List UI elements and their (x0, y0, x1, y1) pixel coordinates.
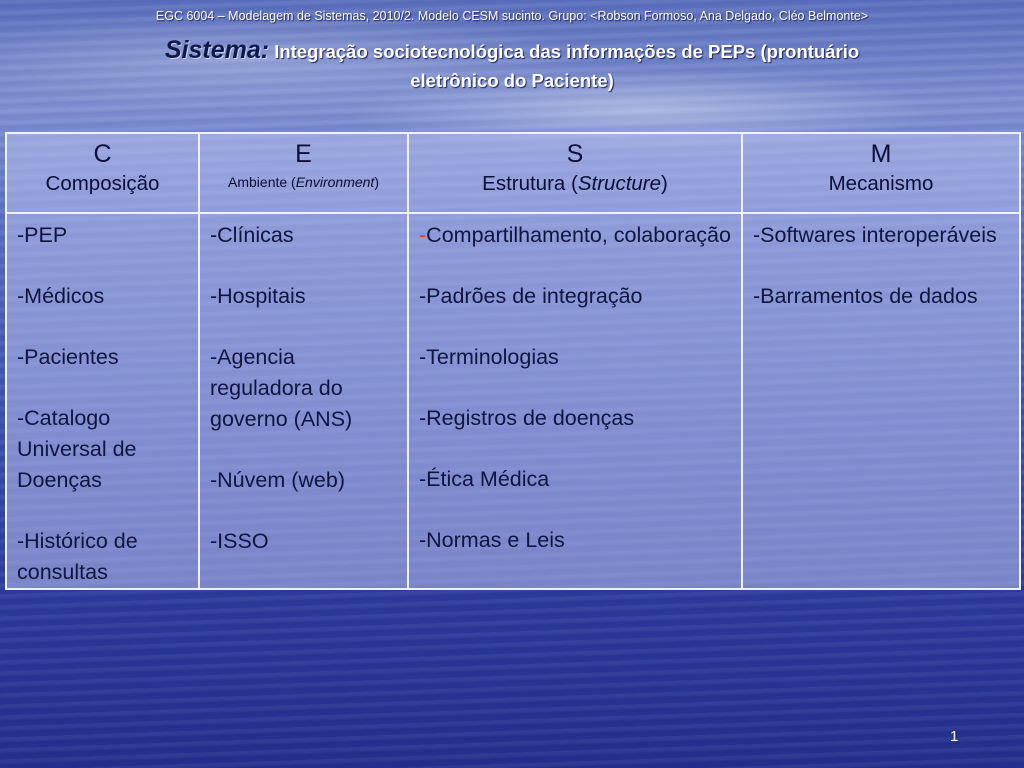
list-item: -ISSO (210, 529, 269, 553)
list-item: -Normas e Leis (419, 528, 565, 552)
list-item: -Agencia reguladora do governo (ANS) (210, 345, 353, 431)
cesm-table (5, 132, 1021, 590)
list-item: -Histórico de consultas (17, 529, 138, 584)
header-composicao (6, 133, 199, 213)
list-item: -Médicos (17, 284, 105, 308)
table-body-row (6, 213, 1020, 589)
list-item: -Padrões de integração (419, 284, 643, 308)
page-number: 1 (950, 728, 959, 745)
cell-ambiente (199, 213, 408, 589)
title-lead: Sistema: (164, 36, 270, 64)
list-item: -Clínicas (210, 223, 294, 247)
header-mecanismo (742, 133, 1020, 213)
title-text-line2: eletrônico do Paciente) (410, 70, 614, 91)
list-item: -Softwares interoperáveis (753, 223, 997, 247)
header-letter: S (566, 140, 584, 168)
list-item: -Compartilhamento, colaboração (419, 223, 731, 247)
header-letter: M (870, 140, 892, 168)
header-name: Mecanismo (828, 172, 934, 195)
list-item: -Barramentos de dados (753, 284, 978, 308)
header-letter: E (295, 140, 312, 168)
header-name: Ambiente (Environment) (228, 174, 379, 190)
cell-composicao (6, 213, 199, 589)
header-letter: C (93, 140, 112, 168)
header-name: Estrutura (Structure) (482, 172, 668, 195)
header-name: Composição (45, 172, 160, 195)
course-header: EGC 6004 – Modelagem de Sistemas, 2010/2. Modelo CESM sucinto. Grupo: <Robson Formoso, Ana Delgado, Cléo Belmonte> (155, 9, 869, 23)
title-text-line1: Integração sociotecnológica das informações de PEPs (prontuário (269, 41, 860, 62)
list-item: -Pacientes (17, 345, 119, 369)
list-item: -Registros de doenças (419, 406, 635, 430)
list-item: -PEP (17, 223, 68, 247)
header-ambiente (199, 133, 408, 213)
header-estrutura (408, 133, 742, 213)
list-item: -Catalogo Universal de Doenças (17, 406, 137, 492)
cell-mecanismo (742, 213, 1020, 589)
list-item: -Ética Médica (419, 467, 550, 491)
list-item: -Hospitais (210, 284, 306, 308)
slide-title (60, 36, 964, 95)
cell-estrutura (408, 213, 742, 589)
list-item: -Terminologias (419, 345, 559, 369)
list-item: -Núvem (web) (210, 468, 345, 492)
table-header-row (6, 133, 1020, 213)
